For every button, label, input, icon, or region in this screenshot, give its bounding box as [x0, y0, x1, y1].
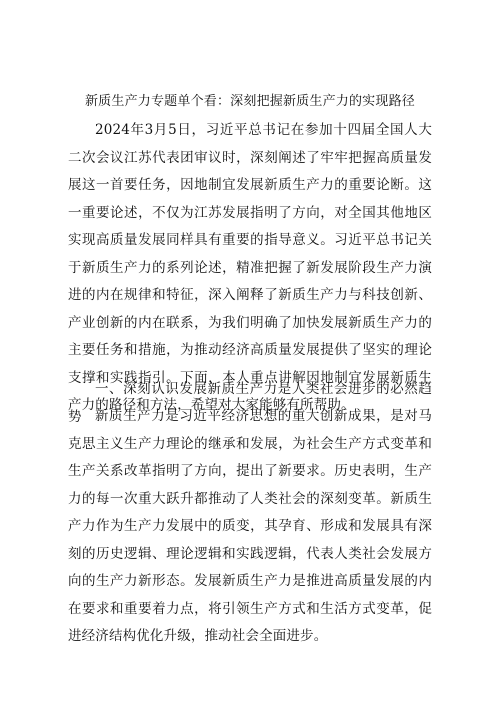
document-title: 新质生产力专题单个看：深刻把握新质生产力的实现路径 — [84, 94, 415, 109]
section-paragraph: 新质生产力是习近平经济思想的重大创新成果，是对马克思主义生产力理论的继承和发展，为社会生产方式变革和生产关系改革指明了方向，提出了新要求。历史表明，生产力的每一次重大跃升都推动了人类社会的深刻变革。新质生产力作为生产力发展中的质变，其孕育、形成和发展具有深刻的历史逻辑、理论逻辑和实践逻辑，代表人类社会发展方向的生产力新形态。发展新质生产力是推进高质量发展的内在要求和重要着力点，将引领生产方式和生活方式变革，促进经济结构优化升级，推动社会全面进步。 — [68, 408, 432, 644]
section-heading: 一、深刻认识发展新质生产力是人类社会进步的必然趋势 — [68, 381, 432, 425]
intro-paragraph: 2024年3月5日，习近平总书记在参加十四届全国人大二次会议江苏代表团审议时，深刻阐述了牢牢把握高质量发展这一首要任务，因地制宜发展新质生产力的重要论断。这一重要论述，不仅为江苏发展指明了方向，对全国其他地区实现高质量发展同样具有重要的指导意义。习近平总书记关于新质生产力的系列论述，精准把握了新发展阶段生产力演进的内在规律和特征，深入阐释了新质生产力与科技创新、产业创新的内在联系，为我们明确了加快发展新质生产力的主要任务和措施，为推动经济高质量发展提供了坚实的理论支撑和实践指引。下面，本人重点讲解因地制宜发展新质生产力的路径和方法，希望对大家能够有所帮助。 — [68, 122, 432, 413]
